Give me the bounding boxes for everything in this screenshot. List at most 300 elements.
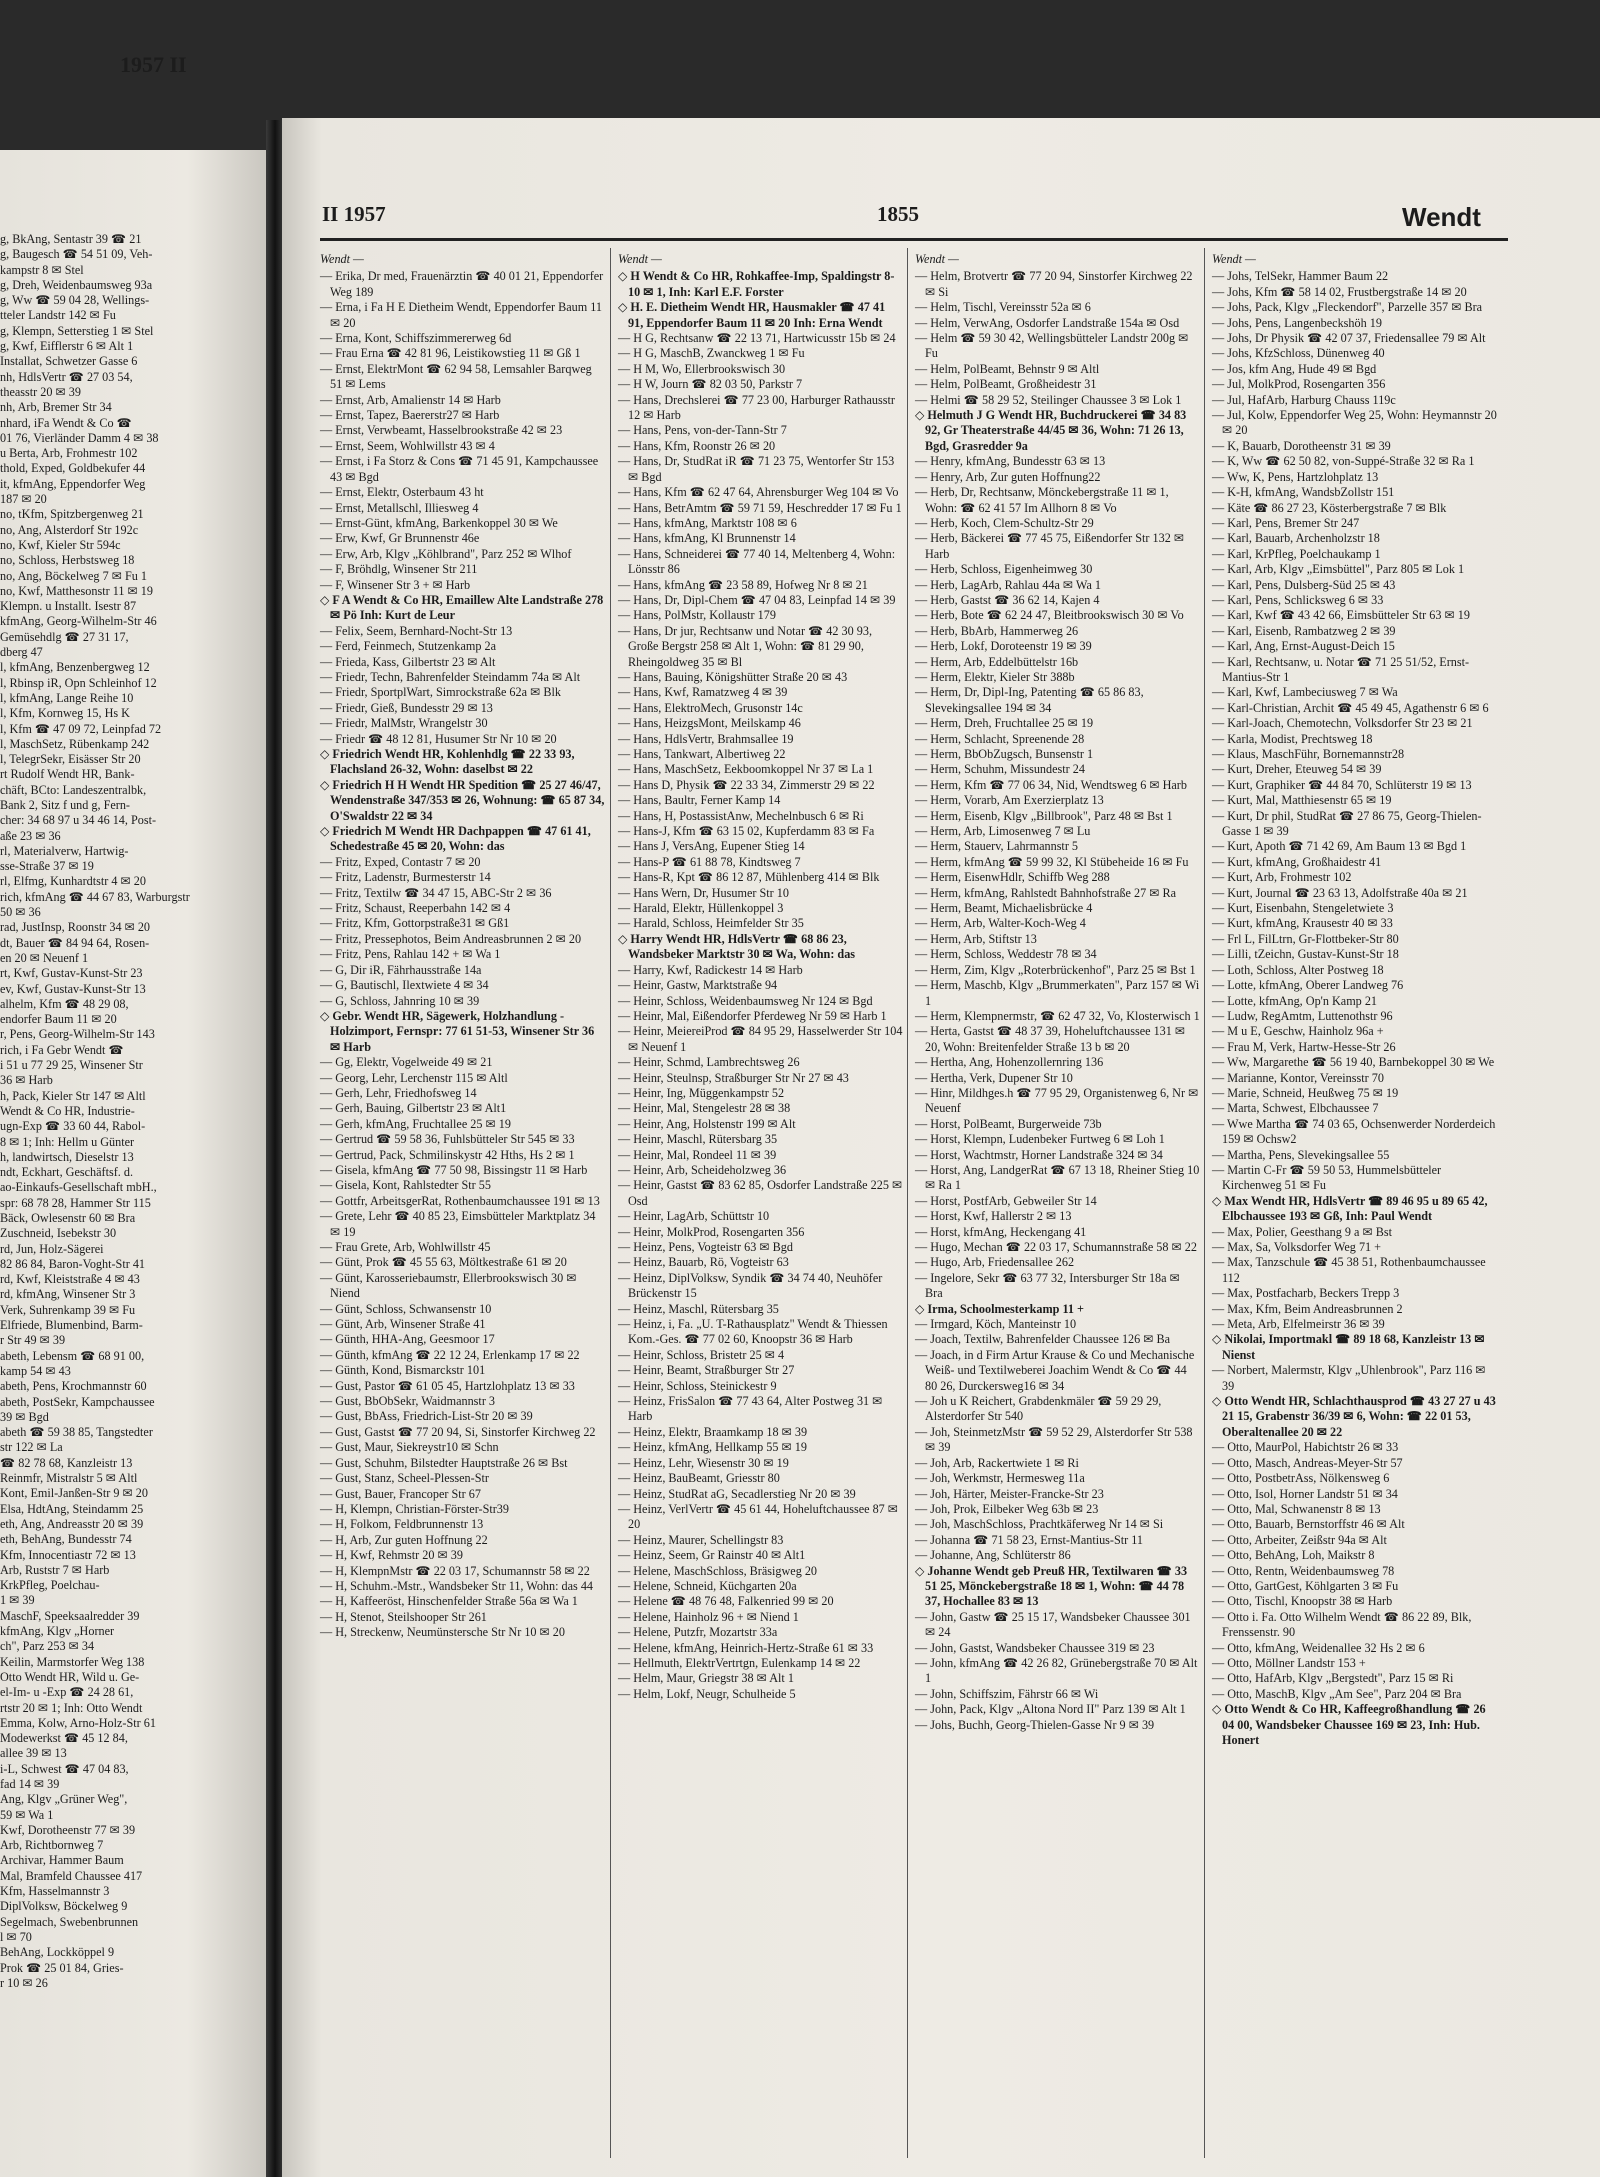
left-page-line: Modewerkst ☎ 45 12 84,	[0, 1731, 128, 1746]
left-page-line: Bäck, Owlesenstr 60 ✉ Bra	[0, 1211, 136, 1225]
left-page-line: abeth, Pens, Krochmannstr 60	[0, 1379, 147, 1394]
directory-entry: — Jul, MolkProd, Rosengarten 356	[1212, 377, 1386, 392]
directory-entry: — Gust, BbAss, Friedrich-List-Str 20 ✉ 39	[320, 1409, 533, 1424]
right-page	[282, 118, 1600, 2177]
directory-entry: — Hans, Dr, StudRat iR ☎ 71 23 75, Wentorfer Str 153 ✉ Bgd	[618, 454, 895, 484]
directory-entry: — Horst, kfmAng, Heckengang 41	[915, 1224, 1087, 1239]
directory-entry: — Johs, TelSekr, Hammer Baum 22	[1212, 269, 1389, 284]
directory-entry: — Herta, Gastst ☎ 48 37 39, Hoheluftchaussee 131 ✉ 20, Wohn: Breitenfelder Straße 13 b ✉ 20	[915, 1024, 1186, 1054]
left-page-line: fad 14 ✉ 39	[0, 1776, 60, 1791]
directory-entry: — Helmi ☎ 58 29 52, Steilinger Chaussee 3 ✉ Lok 1	[915, 392, 1182, 407]
left-page-line: 82 86 84, Baron-Voght-Str 41	[0, 1256, 146, 1271]
directory-entry: — Herb, Lokf, Doroteenstr 19 ✉ 39	[915, 639, 1092, 654]
directory-entry: — Gottfr, ArbeitsgerRat, Rothenbaumchaussee 191 ✉ 13	[320, 1193, 600, 1208]
left-page-line: rad, JustInsp, Roonstr 34 ✉ 20	[0, 920, 151, 935]
directory-entry: — Heinr, Steulnsp, Straßburger Str Nr 27 ✉ 43	[618, 1070, 849, 1085]
directory-entry: — Herb, Dr, Rechtsanw, Mönckebergstraße 11 ✉ 1, Wohn: ☎ 62 41 57 Im Allhorn 8 ✉ Vo	[915, 485, 1169, 515]
directory-entry: — Heinz, i, Fa. „U. T-Rathausplatz" Wendt & Thiessen Kom.-Ges. ☎ 77 02 60, Knoopstr 36 ✉ Harb	[618, 1317, 888, 1347]
directory-entry: — Helm, PolBeamt, Großheidestr 31	[915, 377, 1097, 392]
directory-entry: — Heinr, Gastw, Marktstraße 94	[618, 978, 778, 993]
directory-entry: — Herm, Arb, Stiftstr 13	[915, 931, 1037, 946]
left-page-line: kamp 54 ✉ 43	[0, 1363, 71, 1378]
directory-entry: — Martin C-Fr ☎ 59 50 53, Hummelsbütteler Kirchenweg 51 ✉ Fu	[1212, 1162, 1442, 1193]
directory-entry: — Heinr, Ing, Müggenkampstr 52	[618, 1085, 785, 1100]
directory-entry: — Otto, Möllner Landstr 153 +	[1212, 1655, 1366, 1670]
directory-entry: — Hans, Kwf, Ramatzweg 4 ✉ 39	[618, 685, 788, 700]
directory-entry: — Karl, Arb, Klgv „Eimsbüttel", Parz 805 ✉ Lok 1	[1212, 562, 1465, 577]
directory-entry: — Hans, BetrAmtm ☎ 59 71 59, Heschredder 17 ✉ Fu 1	[618, 500, 902, 515]
directory-entry: — Hans, Tankwart, Albertiweg 22	[618, 747, 786, 761]
directory-entry: — Herm, Klempnermstr, ☎ 62 47 32, Vo, Klosterwisch 1	[915, 1008, 1200, 1023]
directory-entry: — Ingelore, Sekr ☎ 63 77 32, Intersburger Str 18a ✉ Bra	[915, 1270, 1180, 1301]
directory-entry: — Hans, kfmAng, Kl Brunnenstr 14	[618, 531, 796, 546]
directory-entry: — Marta, Schwest, Elbchaussee 7	[1212, 1101, 1379, 1116]
directory-entry: — Erw, Arb, Klgv „Köhlbrand", Parz 252 ✉ Wlhof	[320, 546, 572, 561]
directory-entry: — Hugo, Mechan ☎ 22 03 17, Schumannstraße 58 ✉ 22	[915, 1240, 1197, 1254]
directory-entry: — Herm, Arb, Walter-Koch-Weg 4	[915, 916, 1086, 931]
directory-entry: — Gust, Maur, Siekreystr10 ✉ Schn	[320, 1440, 499, 1455]
directory-entry: — Kurt, Dreher, Eteuweg 54 ✉ 39	[1212, 762, 1382, 777]
page-section-header: II 1957	[322, 202, 386, 226]
directory-entry: — Johanne, Ang, Schlüterstr 86	[915, 1548, 1071, 1563]
left-page-line: rd, kfmAng, Winsener Str 3	[0, 1287, 136, 1302]
directory-entry: — Harald, Elektr, Hüllenkoppel 3	[618, 901, 784, 916]
left-page-line: chäft, BCto: Landeszentralbk,	[0, 782, 147, 797]
directory-entry: — Joach, in d Firm Artur Krause & Co und Mechanische Weiß- und Textilweberei Joachim Wendt & Co ☎ 44 80 26, Durckersweg16 ✉ 34	[915, 1347, 1195, 1393]
left-page-line: kampstr 8 ✉ Stel	[0, 262, 84, 277]
left-page-line: rt Rudolf Wendt HR, Bank-	[0, 767, 135, 782]
left-page-line: g, BkAng, Sentastr 39 ☎ 21	[0, 232, 142, 246]
directory-entry: — John, Gastw ☎ 25 15 17, Wandsbeker Chaussee 301 ✉ 24	[915, 1609, 1191, 1640]
directory-entry: — Georg, Lehr, Lerchenstr 115 ✉ Altl	[320, 1070, 508, 1085]
directory-entry: — Erika, Dr med, Frauenärztin ☎ 40 01 21, Eppendorfer Weg 189	[320, 269, 604, 299]
directory-entry: — Hans, Schneiderei ☎ 77 40 14, Meltenberg 4, Wohn: Lönsstr 86	[618, 546, 896, 577]
directory-entry: — Helm, PolBeamt, Behnstr 9 ✉ Altl	[915, 361, 1100, 376]
directory-entry: — Henry, Arb, Zur guten Hoffnung22	[915, 469, 1101, 484]
firm-entry: ◇ Otto Wendt & Co HR, Kaffeegroßhandlung ☎ 26 04 00, Wandsbeker Chaussee 169 ✉ 23, Inh: Hub. Honert	[1212, 1702, 1486, 1747]
directory-entry: — Wwe Martha ☎ 74 03 65, Ochsenwerder Norderdeich 159 ✉ Ochsw2	[1212, 1116, 1496, 1147]
directory-entry: — K-H, kfmAng, WandsbZollstr 151	[1212, 485, 1395, 500]
directory-entry: — Otto, BehAng, Loh, Maikstr 8	[1212, 1548, 1375, 1563]
directory-entry: — Erna, i Fa H E Dietheim Wendt, Eppendorfer Baum 11 ✉ 20	[320, 300, 602, 330]
left-page-line: g, Klempn, Setterstieg 1 ✉ Stel	[0, 323, 154, 338]
directory-entry: — Joh, Härter, Meister-Francke-Str 23	[915, 1486, 1104, 1501]
left-page-line: i-L, Schwest ☎ 47 04 83,	[0, 1761, 129, 1776]
directory-entry: — Friedr ☎ 48 12 81, Husumer Str Nr 10 ✉ 20	[320, 731, 557, 746]
directory-entry: — Heinz, Maschl, Rütersbarg 35	[618, 1301, 779, 1316]
directory-entry: — Heinz, kfmAng, Hellkamp 55 ✉ 19	[618, 1440, 807, 1455]
directory-entry: — Helene, Putzfr, Mozartstr 33a	[618, 1625, 778, 1640]
directory-entry: — Karl, Pens, Bremer Str 247	[1212, 515, 1360, 530]
directory-entry: — Erna, Kont, Schiffszimmererweg 6d	[320, 331, 512, 346]
directory-entry: — Helm, Brotvertr ☎ 77 20 94, Sinstorfer Kirchweg 22 ✉ Si	[915, 269, 1193, 299]
directory-entry: — Hans, Drechslerei ☎ 77 23 00, Harburger Rathausstr 12 ✉ Harb	[618, 392, 895, 423]
directory-entry: — Helene, Hainholz 96 + ✉ Niend 1	[618, 1609, 799, 1624]
directory-entry: — G, Bautischl, Ilextwiete 4 ✉ 34	[320, 978, 489, 993]
directory-entry: — Lilli, tZeichn, Gustav-Kunst-Str 18	[1212, 947, 1399, 962]
left-page-line: rl, Materialverw, Hartwig-	[0, 843, 129, 858]
left-page-line: Reinmfr, Mistralstr 5 ✉ Altl	[0, 1471, 138, 1486]
column-title: Wendt —	[320, 252, 364, 266]
directory-entry: — Günt, Karosseriebaumstr, Ellerbrookswisch 30 ✉ Niend	[320, 1270, 577, 1301]
directory-entry: — Heinr, Gastst ☎ 83 62 85, Osdorfer Landstraße 225 ✉ Osd	[618, 1178, 903, 1208]
directory-entry: — K, Ww ☎ 62 50 82, von-Suppé-Straße 32 ✉ Ra 1	[1212, 454, 1475, 469]
directory-entry: — Norbert, Malermstr, Klgv „Uhlenbrook", Parz 116 ✉ 39	[1212, 1363, 1486, 1393]
directory-entry: — Herb, Bäckerei ☎ 77 45 75, Eißendorfer Str 132 ✉ Harb	[915, 531, 1185, 561]
directory-entry: — Hans-P ☎ 61 88 78, Kindtsweg 7	[618, 854, 801, 869]
directory-entry: — Kurt, Dr phil, StudRat ☎ 27 86 75, Georg-Thielen-Gasse 1 ✉ 39	[1212, 808, 1482, 839]
directory-entry: — Karla, Modist, Prechtsweg 18	[1212, 731, 1373, 746]
left-page-line: Prok ☎ 25 01 84, Gries-	[0, 1960, 124, 1975]
directory-entry: — Friedr, Techn, Bahrenfelder Steindamm 74a ✉ Alt	[320, 669, 581, 684]
directory-entry: — Helm, Tischl, Vereinsstr 52a ✉ 6	[915, 300, 1091, 315]
firm-entry: ◇ Helmuth J G Wendt HR, Buchdruckerei ☎ 34 83 92, Gr Theaterstraße 44/45 ✉ 36, Wohn: 71 26 13, Bgd, Grasredder 9a	[915, 408, 1187, 453]
directory-entry: — Helm, VerwAng, Osdorfer Landstraße 154a ✉ Osd	[915, 315, 1180, 330]
left-page-line: g, Ww ☎ 59 04 28, Wellings-	[0, 293, 150, 308]
column-title: Wendt —	[915, 252, 959, 266]
directory-entry: — Otto, Masch, Andreas-Meyer-Str 57	[1212, 1455, 1403, 1470]
directory-entry: — Herb, Gastst ☎ 36 62 14, Kajen 4	[915, 592, 1100, 607]
page-number: 1855	[877, 202, 919, 226]
left-page-line: Ang, Klgv „Grüner Weg",	[0, 1792, 128, 1807]
directory-entry: — Hans D, Physik ☎ 22 33 34, Zimmerstr 29 ✉ 22	[618, 777, 875, 792]
directory-entry: — Heinz, Seem, Gr Rainstr 40 ✉ Alt1	[618, 1548, 806, 1563]
directory-entry: — Gust, Gastst ☎ 77 20 94, Si, Sinstorfer Kirchweg 22	[320, 1424, 596, 1439]
directory-entry: — Helm, Maur, Griegstr 38 ✉ Alt 1	[618, 1671, 794, 1686]
left-page-line: Otto Wendt HR, Wild u. Ge-	[0, 1669, 140, 1684]
left-page-line: BehAng, Lockköppel 9	[0, 1945, 115, 1960]
left-page-line: Zuschneid, Isebekstr 30	[0, 1226, 117, 1241]
directory-entry: — Fritz, Pens, Rahlau 142 + ✉ Wa 1	[320, 947, 501, 962]
directory-entry: — Hans, Dr, Dipl-Chem ☎ 47 04 83, Leinpfad 14 ✉ 39	[618, 592, 896, 607]
directory-entry: — Irmgard, Köch, Manteinstr 10	[915, 1317, 1077, 1332]
directory-entry: — Karl, Pens, Schlicksweg 6 ✉ 33	[1212, 592, 1384, 607]
directory-entry: — Friedr, MalMstr, Wrangelstr 30	[320, 716, 488, 731]
directory-entry: — Felix, Seem, Bernhard-Nocht-Str 13	[320, 623, 513, 638]
directory-entry: — Ferd, Feinmech, Stutzenkamp 2a	[320, 639, 497, 654]
directory-entry: — Herm, Maschb, Klgv „Brummerkaten", Parz 157 ✉ Wi 1	[915, 978, 1200, 1008]
left-page-line: Gemüsehdlg ☎ 27 31 17,	[0, 629, 129, 644]
left-page-line: nh, Arb, Bremer Str 34	[0, 400, 112, 415]
directory-entry: — Hertha, Ang, Hohenzollernring 136	[915, 1055, 1104, 1070]
directory-entry: — Ernst-Günt, kfmAng, Barkenkoppel 30 ✉ We	[320, 515, 558, 530]
directory-entry: — Ludw, RegAmtm, Luttenothstr 96	[1212, 1008, 1393, 1023]
directory-entry: — Heinr, Schloss, Weidenbaumsweg Nr 124 ✉ Bgd	[618, 993, 873, 1008]
directory-entry: — Harald, Schloss, Heimfelder Str 35	[618, 916, 804, 931]
directory-entry: — Hans, HeizgsMont, Meilskamp 46	[618, 716, 801, 731]
left-page-line: it, kfmAng, Eppendorfer Weg	[0, 476, 146, 491]
directory-entry: — Hans-J, Kfm ☎ 63 15 02, Kupferdamm 83 ✉ Fa	[618, 824, 875, 839]
column-title: Wendt —	[618, 252, 662, 266]
left-page-line: kfmAng, Klgv „Horner	[0, 1624, 115, 1639]
left-page-line: ndt, Eckhart, Geschäftsf. d.	[0, 1165, 134, 1180]
firm-entry: ◇ Irma, Schoolmesterkamp 11 +	[915, 1301, 1084, 1316]
directory-entry: — Max, Polier, Geesthang 9 a ✉ Bst	[1212, 1224, 1392, 1239]
directory-entry: — Hans Wern, Dr, Husumer Str 10	[618, 885, 789, 900]
directory-entry: — Hans, kfmAng ☎ 23 58 89, Hofweg Nr 8 ✉ 21	[618, 577, 868, 592]
directory-entry: — Karl, KrPfleg, Poelchaukamp 1	[1212, 546, 1381, 561]
directory-entry: — Karl-Christian, Archit ☎ 45 49 45, Agathenstr 6 ✉ 6	[1212, 700, 1489, 715]
left-page-line: 187 ✉ 20	[0, 492, 47, 507]
directory-entry: — Otto, Isol, Horner Landstr 51 ✉ 34	[1212, 1486, 1398, 1501]
directory-entry: — Karl, Pens, Dulsberg-Süd 25 ✉ 43	[1212, 577, 1396, 592]
left-page-line: g, Kwf, Eifflerstr 6 ✉ Alt 1	[0, 339, 134, 354]
directory-entry: — Jul, Kolw, Eppendorfer Weg 25, Wohn: Heymannstr 20 ✉ 20	[1212, 408, 1497, 438]
directory-entry: — Frieda, Kass, Gilbertstr 23 ✉ Alt	[320, 654, 496, 669]
firm-entry: ◇ H. E. Dietheim Wendt HR, Hausmakler ☎ 47 41 91, Eppendorfer Baum 11 ✉ 20 Inh: Erna Wendt	[618, 300, 886, 330]
left-page-line: rl, Elfmg, Kunhardtstr 4 ✉ 20	[0, 874, 146, 889]
left-page-line: ao-Einkaufs-Gesellschaft mbH.,	[0, 1180, 157, 1195]
directory-entry: — Johs, KfzSchloss, Dünenweg 40	[1212, 346, 1385, 361]
left-page-line: Wendt & Co HR, Industrie-	[0, 1103, 135, 1118]
directory-entry: — Meta, Arb, Elfelmeirstr 36 ✉ 39	[1212, 1317, 1385, 1332]
directory-entry: — Kurt, Apoth ☎ 71 42 69, Am Baum 13 ✉ Bgd 1	[1212, 839, 1467, 854]
directory-entry: — Fritz, Schaust, Reeperbahn 142 ✉ 4	[320, 901, 511, 916]
directory-entry: — Martha, Pens, Slevekingsallee 55	[1212, 1147, 1390, 1162]
directory-entry: — Loth, Schloss, Alter Postweg 18	[1212, 962, 1384, 977]
directory-entry: — Gisela, Kont, Rahlstedter Str 55	[320, 1178, 491, 1193]
left-page-line: ch", Parz 253 ✉ 34	[0, 1639, 95, 1654]
directory-entry: — Herb, Bote ☎ 62 24 47, Bleitbrookswisch 30 ✉ Vo	[915, 608, 1184, 623]
left-page-line: abeth, PostSekr, Kampchaussee	[0, 1394, 155, 1409]
firm-entry: ◇ H Wendt & Co HR, Rohkaffee-Imp, Spaldingstr 8-10 ✉ 1, Inh: Karl E.F. Forster	[618, 269, 895, 299]
directory-entry: — Otto, MaurPol, Habichtstr 26 ✉ 33	[1212, 1440, 1399, 1455]
left-page-line: eth, Ang, Andreasstr 20 ✉ 39	[0, 1516, 144, 1531]
left-page-line: str 122 ✉ La	[0, 1440, 63, 1455]
directory-entry: — Helene ☎ 48 76 48, Falkenried 99 ✉ 20	[618, 1594, 834, 1609]
left-page-line: alhelm, Kfm ☎ 48 29 08,	[0, 996, 129, 1011]
left-page-line: allee 39 ✉ 13	[0, 1746, 67, 1761]
directory-entry: — Otto, Arbeiter, Zeißstr 94a ✉ Alt	[1212, 1532, 1387, 1547]
left-page-line: no, tKfm, Spitzbergenweg 21	[0, 507, 144, 522]
directory-entry: — Hans, Dr jur, Rechtsanw und Notar ☎ 42 30 93, Große Bergstr 258 ✉ Alt 1, Wohn: ☎ 81 29 90, Rheingoldweg 35 ✉ Bl	[618, 623, 873, 669]
directory-entry: — Max, Postfacharb, Beckers Trepp 3	[1212, 1286, 1400, 1301]
directory-entry: — Horst, PolBeamt, Burgerweide 73b	[915, 1116, 1102, 1131]
directory-entry: — Fritz, Exped, Contastr 7 ✉ 20	[320, 854, 481, 869]
directory-entry: — Hans, Kfm ☎ 62 47 64, Ahrensburger Weg 104 ✉ Vo	[618, 485, 899, 500]
directory-entry: — Gust, Pastor ☎ 61 05 45, Hartzlohplatz 13 ✉ 33	[320, 1378, 575, 1393]
directory-entry: — Otto, Rentn, Weidenbaumsweg 78	[1212, 1563, 1395, 1578]
left-page-line: rtstr 20 ✉ 1; Inh: Otto Wendt	[0, 1700, 143, 1715]
directory-entry: — H G, MaschB, Zwanckweg 1 ✉ Fu	[618, 346, 805, 361]
left-page-line: dt, Bauer ☎ 84 94 64, Rosen-	[0, 935, 150, 950]
column-divider	[1204, 248, 1205, 2158]
left-page-line: cher: 34 68 97 u 34 46 14, Post-	[0, 813, 157, 828]
directory-entry: — Helene, kfmAng, Heinrich-Hertz-Straße 61 ✉ 33	[618, 1640, 874, 1655]
left-page-line: sse-Straße 37 ✉ 19	[0, 859, 94, 874]
directory-entry: — Heinr, Mal, Rondeel 11 ✉ 39	[618, 1147, 777, 1162]
directory-entry: — H, Folkom, Feldbrunnenstr 13	[320, 1517, 484, 1532]
left-page-line: l, Kfm, Kornweg 15, Hs K	[0, 706, 130, 721]
directory-entry: — Kurt, Eisenbahn, Stengeletwiete 3	[1212, 901, 1394, 916]
directory-entry: — Hinr, Mildhges.h ☎ 77 95 29, Organistenweg 6, Nr ✉ Neuenf	[915, 1085, 1199, 1116]
directory-entry: — Günth, HHA-Ang, Geesmoor 17	[320, 1332, 495, 1347]
directory-entry: — Ernst, Verwbeamt, Hasselbrookstraße 42 ✉ 23	[320, 423, 563, 438]
left-page-line: u Berta, Arb, Frohmestr 102	[0, 446, 138, 461]
firm-entry: ◇ Otto Wendt HR, Schlachthausprod ☎ 43 27 27 u 43 21 15, Grabenstr 36/39 ✉ 6, Wohn: ☎ 22 01 53, Oberaltenallee 20 ✉ 22	[1212, 1394, 1496, 1439]
directory-entry: — Ernst, ElektrMont ☎ 62 94 58, Lemsahler Barqweg 51 ✉ Lems	[320, 361, 592, 392]
left-page-line: l, MaschSetz, Rübenkamp 242	[0, 736, 150, 751]
directory-entry: — Joh, SteinmetzMstr ☎ 59 52 29, Alsterdorfer Str 538 ✉ 39	[915, 1424, 1193, 1455]
directory-entry: — H, Kwf, Rehmstr 20 ✉ 39	[320, 1548, 463, 1563]
directory-entry: — Gust, Stanz, Scheel-Plessen-Str	[320, 1471, 489, 1486]
directory-entry: — Frau Erna ☎ 42 81 96, Leistikowstieg 11 ✉ Gß 1	[320, 346, 581, 361]
left-page-line: l, Kfm ☎ 47 09 72, Leinpfad 72	[0, 721, 162, 736]
left-page-line: g, Baugesch ☎ 54 51 09, Veh-	[0, 247, 153, 262]
directory-entry: — Heinr, Mal, Stengelestr 28 ✉ 38	[618, 1101, 791, 1116]
directory-entry: — Herm, Eisenb, Klgv „Billbrook", Parz 48 ✉ Bst 1	[915, 808, 1173, 823]
directory-entry: — Lotte, kfmAng, Op'n Kamp 21	[1212, 993, 1378, 1008]
left-page-line: en 20 ✉ Neuenf 1	[0, 950, 89, 965]
left-page-line: r 10 ✉ 26	[0, 1975, 48, 1990]
directory-entry: — K, Bauarb, Dorotheenstr 31 ✉ 39	[1212, 438, 1391, 453]
firm-entry: ◇ Gebr. Wendt HR, Sägewerk, Holzhandlung - Holzimport, Fernspr: 77 61 51-53, Winsener Str 36 ✉ Harb	[320, 1008, 595, 1054]
directory-entry: — Johs, Pens, Langenbeckshöh 19	[1212, 315, 1382, 330]
directory-entry: — Otto, Tischl, Knoopstr 38 ✉ Harb	[1212, 1594, 1393, 1609]
directory-entry: — Erw, Kwf, Gr Brunnenstr 46e	[320, 531, 480, 546]
directory-entry: — Max, Sa, Volksdorfer Weg 71 +	[1212, 1240, 1382, 1254]
directory-entry: — Frl L, FilLtrn, Gr-Flottbeker-Str 80	[1212, 931, 1399, 946]
directory-entry: — Helene, MaschSchloss, Bräsigweg 20	[618, 1563, 818, 1578]
left-page-line: Installat, Schwetzer Gasse 6	[0, 354, 138, 369]
directory-entry: — Hans J, VersAng, Eupener Stieg 14	[618, 839, 805, 854]
directory-entry: — Gerh, Lehr, Friedhofsweg 14	[320, 1085, 477, 1100]
left-page-line: aße 23 ✉ 36	[0, 828, 61, 843]
directory-entry: — Herm, Stauerv, Lahrmannstr 5	[915, 839, 1079, 854]
directory-entry: — Herm, Elektr, Kieler Str 388b	[915, 669, 1075, 684]
firm-entry: ◇ Max Wendt HR, HdlsVertr ☎ 89 46 95 u 89 65 42, Elbchaussee 193 ✉ Gß, Inh: Paul Wendt	[1212, 1193, 1488, 1224]
directory-entry: — Johs, Buchh, Georg-Thielen-Gasse Nr 9 ✉ 39	[915, 1717, 1155, 1732]
directory-entry: — Herm, Schloss, Weddestr 78 ✉ 34	[915, 947, 1097, 962]
directory-entry: — Heinr, Ang, Holstenstr 199 ✉ Alt	[618, 1116, 796, 1131]
directory-entry: — Kurt, Graphiker ☎ 44 84 70, Schlüterstr 19 ✉ 13	[1212, 777, 1472, 792]
left-page-line: eth, BehAng, Bundesstr 74	[0, 1532, 132, 1547]
directory-entry: — Heinz, StudRat aG, Secadlerstieg Nr 20 ✉ 39	[618, 1486, 856, 1501]
directory-entry: — Max, Tanzschule ☎ 45 38 51, Rothenbaumchaussee 112	[1212, 1255, 1486, 1285]
directory-entry: — H, Schuhm.-Mstr., Wandsbeker Str 11, Wohn: das 44	[320, 1578, 594, 1593]
directory-entry: — Marianne, Kontor, Vereinsstr 70	[1212, 1070, 1384, 1085]
directory-entry: — Gerh, kfmAng, Fruchtallee 25 ✉ 19	[320, 1116, 511, 1131]
left-page-line: rich, kfmAng ☎ 44 67 83, Warburgstr	[0, 889, 190, 904]
directory-entry: — Herm, Beamt, Michaelisbrücke 4	[915, 901, 1093, 916]
left-page-line: Emma, Kolw, Arno-Holz-Str 61	[0, 1715, 156, 1730]
directory-entry: — Herm, Schlacht, Spreenende 28	[915, 731, 1085, 746]
left-page-line: endorfer Baum 11 ✉ 20	[0, 1012, 117, 1027]
directory-entry: — Otto, Bauarb, Bernstorffstr 46 ✉ Alt	[1212, 1517, 1405, 1532]
directory-entry: — Hertha, Verk, Dupener Str 10	[915, 1070, 1073, 1085]
left-page-header: 1957 II	[120, 52, 187, 77]
directory-entry: — Heinz, Pens, Vogteistr 63 ✉ Bgd	[618, 1240, 793, 1254]
directory-entry: — Herm, Schuhm, Missundestr 24	[915, 762, 1085, 777]
directory-entry: — Otto i. Fa. Otto Wilhelm Wendt ☎ 86 22 89, Blk, Frenssenstr. 90	[1212, 1609, 1472, 1640]
left-page-line: 59 ✉ Wa 1	[0, 1807, 54, 1822]
directory-entry: — Karl, Rechtsanw, u. Notar ☎ 71 25 51/52, Ernst-Mantius-Str 1	[1212, 654, 1470, 684]
firm-entry: ◇ Friedrich M Wendt HR Dachpappen ☎ 47 61 41, Schedestraße 45 ✉ 20, Wohn: das	[320, 824, 591, 854]
column-divider	[610, 248, 611, 2158]
directory-entry: — Joach, Textilw, Bahrenfelder Chaussee 126 ✉ Ba	[915, 1332, 1171, 1347]
left-page-line: spr: 68 78 28, Hammer Str 115	[0, 1195, 151, 1210]
directory-entry: — G, Dir iR, Fährhausstraße 14a	[320, 962, 482, 977]
directory-entry: — Günt, Prok ☎ 45 55 63, Möltkestraße 61 ✉ 20	[320, 1255, 567, 1270]
directory-entry: — Heinz, Lehr, Wiesenstr 30 ✉ 19	[618, 1455, 789, 1470]
directory-entry: — Ernst, Elektr, Osterbaum 43 ht	[320, 485, 484, 500]
directory-entry: — Karl, Kwf, Lambeciusweg 7 ✉ Wa	[1212, 685, 1398, 700]
left-page-line: no, Schloss, Herbstsweg 18	[0, 553, 135, 568]
left-page-column	[0, 232, 262, 1991]
directory-entry: — Otto, GartGest, Köhlgarten 3 ✉ Fu	[1212, 1578, 1399, 1593]
directory-entry: — Fritz, Kfm, Gottorpstraße31 ✉ Gß1	[320, 916, 510, 931]
directory-entry: — Herm, Arb, Eddelbüttelstr 16b	[915, 654, 1079, 669]
left-page-line: 50 ✉ 36	[0, 905, 41, 920]
directory-entry: — Karl, Eisenb, Rambatzweg 2 ✉ 39	[1212, 623, 1396, 638]
directory-entry: — John, Gastst, Wandsbeker Chaussee 319 ✉ 23	[915, 1640, 1155, 1655]
directory-entry: — Günt, Arb, Winsener Straße 41	[320, 1317, 486, 1332]
directory-entry: — Herb, Schloss, Eigenheimweg 30	[915, 562, 1093, 577]
directory-entry: — Joh, Werkmstr, Hermesweg 11a	[915, 1471, 1085, 1486]
left-page-line: ugn-Exp ☎ 33 60 44, Rabol-	[0, 1119, 146, 1134]
firm-entry: ◇ Nikolai, Importmakl ☎ 89 18 68, Kanzleistr 13 ✉ Nienst	[1212, 1332, 1485, 1362]
directory-entry: — H G, Rechtsanw ☎ 22 13 71, Hartwicusstr 15b ✉ 24	[618, 331, 896, 346]
left-page-line: r, Pens, Georg-Wilhelm-Str 143	[0, 1027, 155, 1042]
directory-entry: — Günt, Schloss, Schwansenstr 10	[320, 1301, 492, 1316]
directory-entry: — Heinr, Mal, Eißendorfer Pferdeweg Nr 59 ✉ Harb 1	[618, 1008, 887, 1023]
directory-entry: — G, Schloss, Jahnring 10 ✉ 39	[320, 993, 480, 1008]
directory-entry: — Kurt, Arb, Frohmestr 102	[1212, 870, 1352, 885]
left-page-line: dberg 47	[0, 645, 43, 660]
left-page-line: l, TelegrSekr, Eisässer Str 20	[0, 752, 141, 767]
directory-entry: — Kurt, kfmAng, Großhaidestr 41	[1212, 854, 1382, 869]
left-page-line: KrkPfleg, Poelchau-	[0, 1578, 100, 1593]
directory-entry: — F, Winsener Str 3 + ✉ Harb	[320, 577, 471, 592]
directory-entry: — Hans, Pens, von-der-Tann-Str 7	[618, 423, 787, 438]
left-page-line: Kfm, Hasselmannstr 3	[0, 1884, 110, 1899]
column-divider	[907, 248, 908, 2158]
left-page-line: h, landwirtsch, Dieselstr 13	[0, 1149, 134, 1164]
directory-entry: — Gertrud, Pack, Schmilinskystr 42 Hths, Hs 2 ✉ 1	[320, 1147, 575, 1162]
directory-entry: — Heinz, BauBeamt, Griesstr 80	[618, 1471, 780, 1486]
left-page-line: el-Im- u -Exp ☎ 24 28 61,	[0, 1685, 134, 1700]
directory-entry: — F, Bröhdlg, Winsener Str 211	[320, 562, 478, 577]
directory-entry: — Käte ☎ 86 27 23, Kösterbergstraße 7 ✉ Blk	[1212, 500, 1447, 515]
directory-entry: — Klaus, MaschFühr, Bornemannstr28	[1212, 747, 1405, 761]
firm-entry: ◇ Friedrich Wendt HR, Kohlenhdlg ☎ 22 33 93, Flachsland 26-32, Wohn: daselbst ✉ 22	[320, 747, 575, 777]
left-page-line: Bank 2, Sitz f und g, Fern-	[0, 797, 130, 812]
directory-entry: — Helene, Schneid, Küchgarten 20a	[618, 1578, 797, 1593]
directory-entry: — Herm, kfmAng, Rahlstedt Bahnhofstraße 27 ✉ Ra	[915, 885, 1177, 900]
directory-entry: — H, Kaffeeröst, Hinschenfelder Straße 56a ✉ Wa 1	[320, 1594, 578, 1609]
left-page-line: Verk, Suhrenkamp 39 ✉ Fu	[0, 1302, 136, 1317]
directory-entry: — Karl-Joach, Chemotechn, Volksdorfer Str 23 ✉ 21	[1212, 716, 1473, 731]
directory-entry: — Hans, ElektroMech, Grusonstr 14c	[618, 700, 803, 715]
directory-entry: — Helm, Lokf, Neugr, Schulheide 5	[618, 1686, 796, 1701]
left-page-line: ☎ 82 78 68, Kanzleistr 13	[0, 1455, 133, 1470]
directory-entry: — Horst, Wachtmstr, Horner Landstraße 324 ✉ 34	[915, 1147, 1163, 1162]
directory-entry: — Jul, HafArb, Harburg Chauss 119c	[1212, 392, 1396, 407]
directory-entry: — Herm, Vorarb, Am Exerzierplatz 13	[915, 793, 1104, 808]
directory-entry: — Hellmuth, ElektrVertrtgn, Eulenkamp 14 ✉ 22	[618, 1655, 861, 1670]
directory-entry: — Joh u K Reichert, Grabdenkmäler ☎ 59 29 29, Alsterdorfer Str 540	[915, 1394, 1162, 1424]
page-running-head: Wendt	[1402, 202, 1481, 232]
left-page-line: no, Kwf, Matthesonstr 11 ✉ 19	[0, 583, 153, 598]
directory-entry: — Gust, Bauer, Francoper Str 67	[320, 1486, 481, 1501]
directory-entry: — Heinz, Elektr, Braamkamp 18 ✉ 39	[618, 1424, 808, 1439]
directory-entry: — Johs, Pack, Klgv „Fleckendorf", Parzelle 357 ✉ Bra	[1212, 300, 1483, 315]
directory-entry: — Günth, Kond, Bismarckstr 101	[320, 1363, 486, 1378]
directory-entry: — Joh, Arb, Rackertwiete 1 ✉ Ri	[915, 1455, 1079, 1470]
directory-entry: — Fritz, Textilw ☎ 34 47 15, ABC-Str 2 ✉ 36	[320, 885, 552, 900]
directory-entry: — Gertrud ☎ 59 58 36, Fuhlsbütteler Str 545 ✉ 33	[320, 1132, 575, 1147]
directory-entry: — Fritz, Pressephotos, Beim Andreasbrunnen 2 ✉ 20	[320, 931, 582, 946]
